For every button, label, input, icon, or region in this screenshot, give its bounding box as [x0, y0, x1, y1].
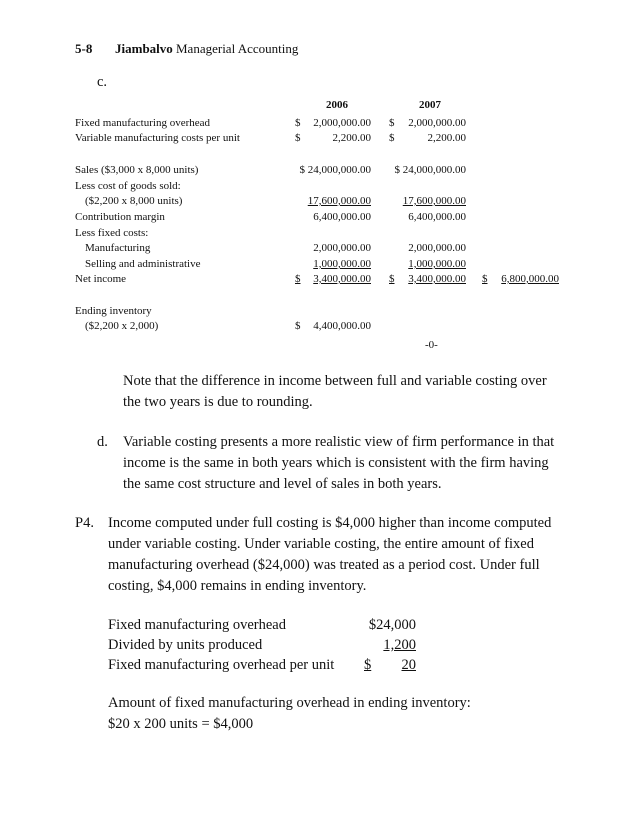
book-title: Managerial Accounting	[176, 41, 299, 56]
cell-fixed-overhead-2006: $ 2,000,000.00	[295, 117, 371, 129]
row-label-variable-cost: Variable manufacturing costs per unit	[75, 132, 240, 144]
row-label-selling-admin: Selling and administrative	[85, 258, 201, 270]
author-name: Jiambalvo	[115, 41, 173, 56]
section-d-line-2: income is the same in both years which is consistent with the firm having	[123, 455, 549, 471]
cell-contribution-2007: 6,400,000.00	[408, 211, 466, 223]
ending-inventory-line-2: $20 x 200 units = $4,000	[108, 716, 254, 732]
cell-fixed-overhead-2007: $ 2,000,000.00	[389, 117, 466, 129]
cell-manufacturing-2007: 2,000,000.00	[408, 242, 466, 254]
row-label-fixed-overhead: Fixed manufacturing overhead	[75, 117, 211, 129]
year-2007-header: 2007	[419, 99, 441, 111]
row-label-sales: Sales ($3,000 x 8,000 units)	[75, 164, 199, 176]
calc-label-units-produced: Divided by units produced	[108, 637, 263, 653]
cell-cogs-2007: 17,600,000.00	[402, 195, 466, 207]
cell-manufacturing-2006: 2,000,000.00	[313, 242, 371, 254]
row-label-less-cogs: Less cost of goods sold:	[75, 180, 181, 192]
calc-label-fixed-overhead: Fixed manufacturing overhead	[108, 617, 286, 633]
row-label-cogs-calc: ($2,200 x 8,000 units)	[85, 195, 183, 207]
p4-line-3: manufacturing overhead ($24,000) was treated as a period cost. Under full	[108, 557, 540, 573]
ending-inventory-line-1: Amount of fixed manufacturing overhead in ending inventory:	[108, 695, 471, 711]
cell-net-income-total: $ 6,800,000.00	[482, 273, 559, 285]
p4-line-1: Income computed under full costing is $4,000 higher than income computed	[108, 515, 552, 531]
cell-cogs-2006: 17,600,000.00	[307, 195, 371, 207]
note-line-2: the two years is due to rounding.	[123, 394, 313, 410]
calc-value-per-unit: $ 20	[364, 657, 416, 673]
row-label-contribution-margin: Contribution margin	[75, 211, 165, 223]
section-d-line-1: Variable costing presents a more realistic view of firm performance in that	[123, 434, 555, 450]
row-label-net-income: Net income	[75, 273, 127, 285]
row-label-ending-inventory: Ending inventory	[75, 305, 152, 317]
cell-variable-cost-2007: $ 2,200.00	[389, 132, 466, 144]
cell-ending-inventory-2006: $ 4,400,000.00	[295, 320, 371, 332]
calc-label-per-unit: Fixed manufacturing overhead per unit	[108, 657, 335, 673]
section-d-label: d.	[97, 434, 108, 450]
cell-variable-cost-2006: $ 2,200.00	[295, 132, 371, 144]
cell-ending-inventory-2007: -0-	[425, 339, 438, 351]
note-line-1: Note that the difference in income between full and variable costing over	[123, 373, 547, 389]
cell-sales-2007: $ 24,000,000.00	[394, 164, 466, 176]
cell-net-income-2007: $ 3,400,000.00	[389, 273, 466, 285]
p4-line-4: costing, $4,000 remains in ending inventory.	[108, 578, 367, 594]
page-number: 5-8	[75, 41, 93, 56]
cell-selling-admin-2006: 1,000,000.00	[313, 258, 371, 270]
p4-line-2: under variable costing. Under variable costing, the entire amount of fixed	[108, 536, 534, 552]
cell-contribution-2006: 6,400,000.00	[313, 211, 371, 223]
calc-value-units-produced: 1,200	[383, 637, 416, 653]
section-d-line-3: the same cost structure and level of sales in both years.	[123, 476, 442, 492]
row-label-ending-inventory-calc: ($2,200 x 2,000)	[85, 320, 159, 332]
year-2006-header: 2006	[326, 99, 348, 111]
calc-value-fixed-overhead: $24,000	[368, 617, 416, 633]
row-label-manufacturing: Manufacturing	[85, 242, 151, 254]
cell-selling-admin-2007: 1,000,000.00	[408, 258, 466, 270]
section-c-label: c.	[97, 74, 108, 90]
cell-net-income-2006: $ 3,400,000.00	[295, 273, 371, 285]
row-label-less-fixed: Less fixed costs:	[75, 227, 149, 239]
cell-sales-2006: $ 24,000,000.00	[299, 164, 371, 176]
p4-label: P4.	[75, 515, 94, 531]
